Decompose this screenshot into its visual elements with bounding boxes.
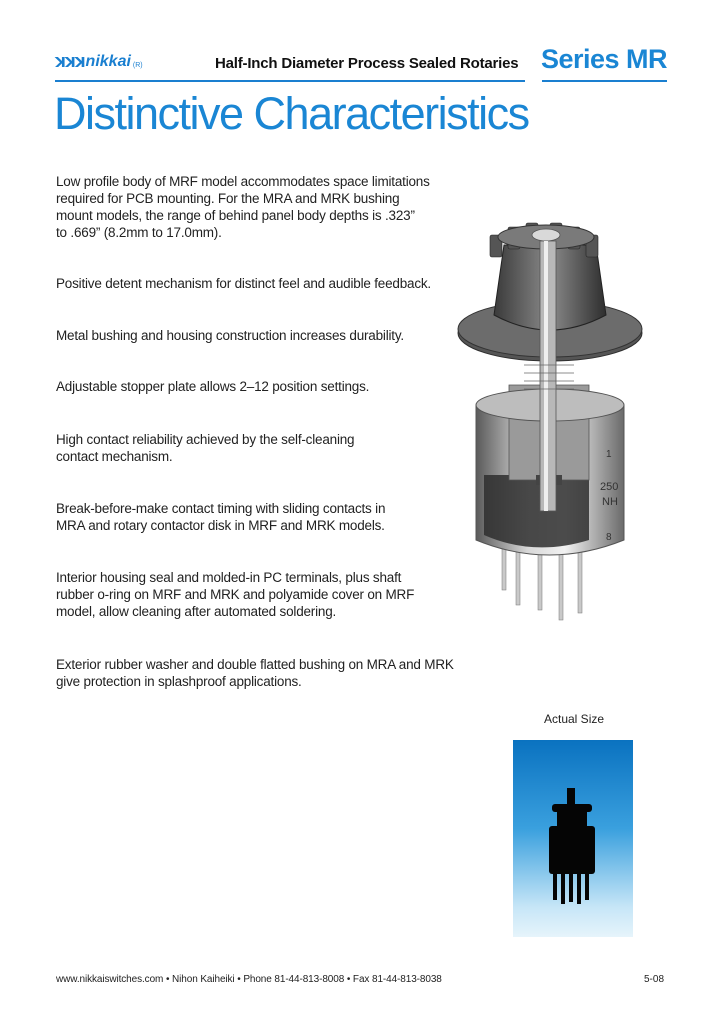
feature-line: Low profile body of MRF model accommodates space limitations (56, 174, 430, 189)
feature-paragraph (56, 500, 446, 534)
feature-line: give protection in splashproof applications. (56, 674, 302, 689)
housing-mark-nh: NH (602, 496, 618, 508)
feature-line: Exterior rubber washer and double flatted bushing on MRA and MRK (56, 657, 454, 672)
logo-marks: ꓘꓘꓘ (55, 53, 85, 70)
feature-paragraph (56, 378, 446, 395)
feature-paragraph (56, 275, 446, 292)
footer-contact: www.nikkaiswitches.com • Nihon Kaiheiki • Phone 81-44-813-8008 • Fax 81-44-813-8038 (56, 974, 442, 985)
feature-line: MRA and rotary contactor disk in MRF and MRK models. (56, 518, 385, 533)
feature-line: Break-before-make contact timing with sliding contacts in (56, 501, 386, 516)
actual-size-panel (513, 740, 633, 937)
header-divider-left (55, 80, 525, 82)
feature-paragraph (56, 569, 446, 620)
actual-size-silhouette (513, 740, 633, 937)
feature-line: Positive detent mechanism for distinct feel and audible feedback. (56, 276, 431, 291)
feature-line: Adjustable stopper plate allows 2–12 position settings. (56, 379, 370, 394)
logo-registered-mark: (R) (132, 61, 143, 69)
feature-line: mount models, the range of behind panel body depths is .323” (56, 208, 415, 223)
feature-line: Interior housing seal and molded-in PC terminals, plus shaft (56, 570, 402, 585)
header-subtitle: Half-Inch Diameter Process Sealed Rotaries (215, 55, 519, 72)
housing-mark-250: 250 (600, 481, 619, 493)
feature-line: rubber o-ring on MRF and MRK and polyamide cover on MRF (56, 587, 415, 602)
logo-text: nikkai (85, 53, 131, 70)
feature-line: contact mechanism. (56, 449, 173, 464)
feature-line: Metal bushing and housing construction increases durability. (56, 328, 404, 343)
feature-line: required for PCB mounting. For the MRA and MRK bushing (56, 191, 400, 206)
housing-mark-8: 8 (606, 532, 612, 543)
nikkai-logo (55, 50, 143, 74)
feature-paragraph (56, 327, 446, 344)
housing-mark-1: 1 (606, 449, 612, 460)
feature-paragraph (56, 656, 456, 690)
page-number: 5-08 (643, 974, 664, 985)
feature-line: High contact reliability achieved by the self-cleaning (56, 432, 355, 447)
series-title: Series MR (540, 44, 667, 74)
header-divider-right (542, 80, 667, 82)
page-title: Distinctive Characteristics (54, 88, 529, 139)
feature-line: to .669” (8.2mm to 17.0mm). (56, 225, 222, 240)
actual-size-label: Actual Size (544, 712, 605, 726)
feature-paragraph (56, 431, 446, 465)
feature-line: model, allow cleaning after automated soldering. (56, 604, 337, 619)
page-header (55, 38, 667, 80)
feature-paragraph (56, 173, 446, 241)
rotary-switch-cutaway-image (454, 205, 654, 625)
